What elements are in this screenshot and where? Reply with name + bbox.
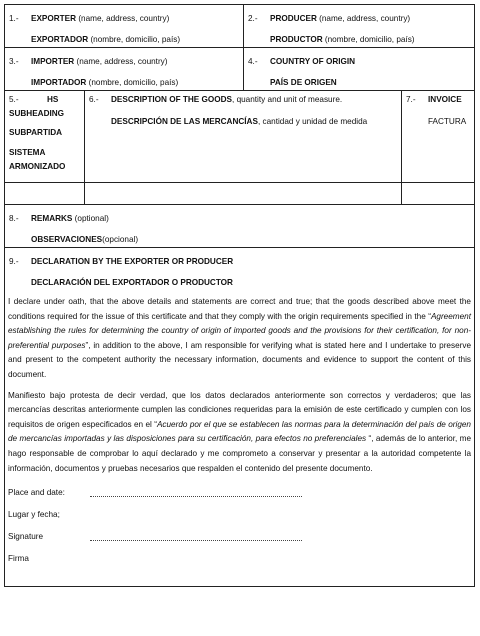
remarks-note-es: (opcional)	[102, 234, 139, 244]
place-date-line[interactable]	[90, 488, 302, 497]
goods-note-en: , quantity and unit of measure.	[232, 95, 343, 104]
declaration-title-es: DECLARACIÓN DEL EXPORTADOR O PRODUCTOR	[31, 278, 233, 287]
producer-box[interactable]	[244, 5, 474, 47]
invoice-entry-cell[interactable]	[402, 183, 474, 204]
invoice-title-es: FACTURA	[428, 117, 467, 126]
exporter-title-en: EXPORTER	[31, 13, 77, 23]
goods-note-es: , cantidad y unidad de medida	[257, 117, 368, 126]
place-date-field[interactable]	[5, 481, 474, 503]
goods-number: 6.-	[89, 95, 99, 104]
signature-line[interactable]	[90, 532, 302, 541]
row-importer-origin	[5, 48, 474, 91]
declaration-box	[5, 248, 474, 586]
importer-note-es: (nombre, domicilio, país)	[86, 77, 179, 87]
signature-label: Signature	[8, 531, 44, 541]
goods-title-es: DESCRIPCIÓN DE LAS MERCANCÍAS	[111, 117, 258, 126]
exporter-note-en: (name, address, country)	[76, 13, 170, 23]
certificate-of-origin-form	[4, 4, 475, 587]
producer-title-es: PRODUCTOR	[270, 34, 323, 44]
hs-entry-cell[interactable]	[5, 183, 85, 204]
producer-note-en: (name, address, country)	[316, 13, 411, 23]
producer-number: 2.-	[248, 13, 258, 23]
hs-number: 5.-	[9, 95, 19, 104]
producer-title-en: PRODUCER	[270, 13, 317, 23]
exporter-note-es: (nombre, domicilio, país)	[88, 34, 181, 44]
place-date-label-es: Lugar y fecha;	[8, 509, 60, 519]
description-of-goods-box[interactable]	[85, 91, 402, 182]
signature-label-es: Firma	[8, 553, 29, 563]
invoice-box[interactable]	[402, 91, 474, 182]
producer-note-es: (nombre, domicilio, país)	[322, 34, 415, 44]
country-of-origin-box[interactable]	[244, 48, 474, 90]
remarks-title-en: REMARKS	[31, 213, 73, 223]
row-goods-entry	[5, 183, 474, 205]
exporter-number: 1.-	[9, 13, 19, 23]
hs-sistema-label: SISTEMA	[9, 148, 46, 157]
remarks-number: 8.-	[9, 213, 19, 223]
row-exporter-producer	[5, 5, 474, 48]
origin-number: 4.-	[248, 56, 258, 66]
importer-number: 3.-	[9, 56, 19, 66]
importer-note-en: (name, address, country)	[74, 56, 168, 66]
goods-title-en: DESCRIPTION OF THE GOODS	[111, 95, 233, 104]
remarks-title-es: OBSERVACIONES	[31, 234, 103, 244]
remarks-box[interactable]	[5, 205, 474, 248]
hs-subpartida-label: SUBPARTIDA	[9, 128, 63, 137]
declaration-title-en: DECLARATION BY THE EXPORTER OR PRODUCER	[31, 256, 234, 266]
origin-title-es: PAÍS DE ORIGEN	[270, 77, 337, 87]
goods-entry-cell[interactable]	[85, 183, 402, 204]
importer-title-es: IMPORTADOR	[31, 77, 87, 87]
declaration-text-es: Manifiesto bajo protesta de decir verdad, que los datos declarados anteriormente son correctos y verdaderos; que las mercancías descritas anteriormente cumplen las condiciones requeridas para la emisión de este certificado y cumplen con los requisitos de origen especificados en el “Acuerdo por el que se establecen las normas para la determinación del país de origen de mercancías importadas y las disposiciones para su certificación, para efectos no preferenciales “, además de lo anterior, me hago responsable de comprobar lo aquí declarado y me comprometo a conservar y presentar a la autoridad competente la información, documentos y pruebas necesarios que respalden el contenido del presente documento.	[8, 390, 472, 473]
hs-armonizado-label: ARMONIZADO	[9, 162, 66, 171]
importer-title-en: IMPORTER	[31, 56, 75, 66]
declaration-number: 9.-	[9, 256, 19, 266]
importer-box[interactable]	[5, 48, 244, 90]
signature-field[interactable]	[5, 525, 474, 547]
remarks-note-en: (optional)	[72, 213, 109, 223]
origin-title-en: COUNTRY OF ORIGIN	[270, 56, 356, 66]
hs-label: HS	[47, 95, 59, 104]
invoice-title-en: INVOICE	[428, 95, 462, 104]
row-goods	[5, 91, 474, 183]
exporter-title-es: EXPORTADOR	[31, 34, 89, 44]
exporter-box[interactable]	[5, 5, 244, 47]
place-date-label: Place and date:	[8, 487, 65, 497]
hs-subheading-box[interactable]	[5, 91, 85, 182]
hs-subheading-label: SUBHEADING	[9, 109, 65, 118]
declaration-text-en: I declare under oath, that the above details and statements are correct and true; that the goods described above meet the conditions required for the issue of this certificate and that they comply with the origin requirements specified in the “Agreement establishing the rules for determining the country of origin of imported goods and the provisions for their certification, for non-preferential purposes”, in addition to the above, I am responsible for verifying what is stated here and I undertake to preserve and present to the competent authority the necessary information, documents and evidence to support the content of this document.	[8, 297, 472, 379]
invoice-number: 7.-	[406, 95, 416, 104]
